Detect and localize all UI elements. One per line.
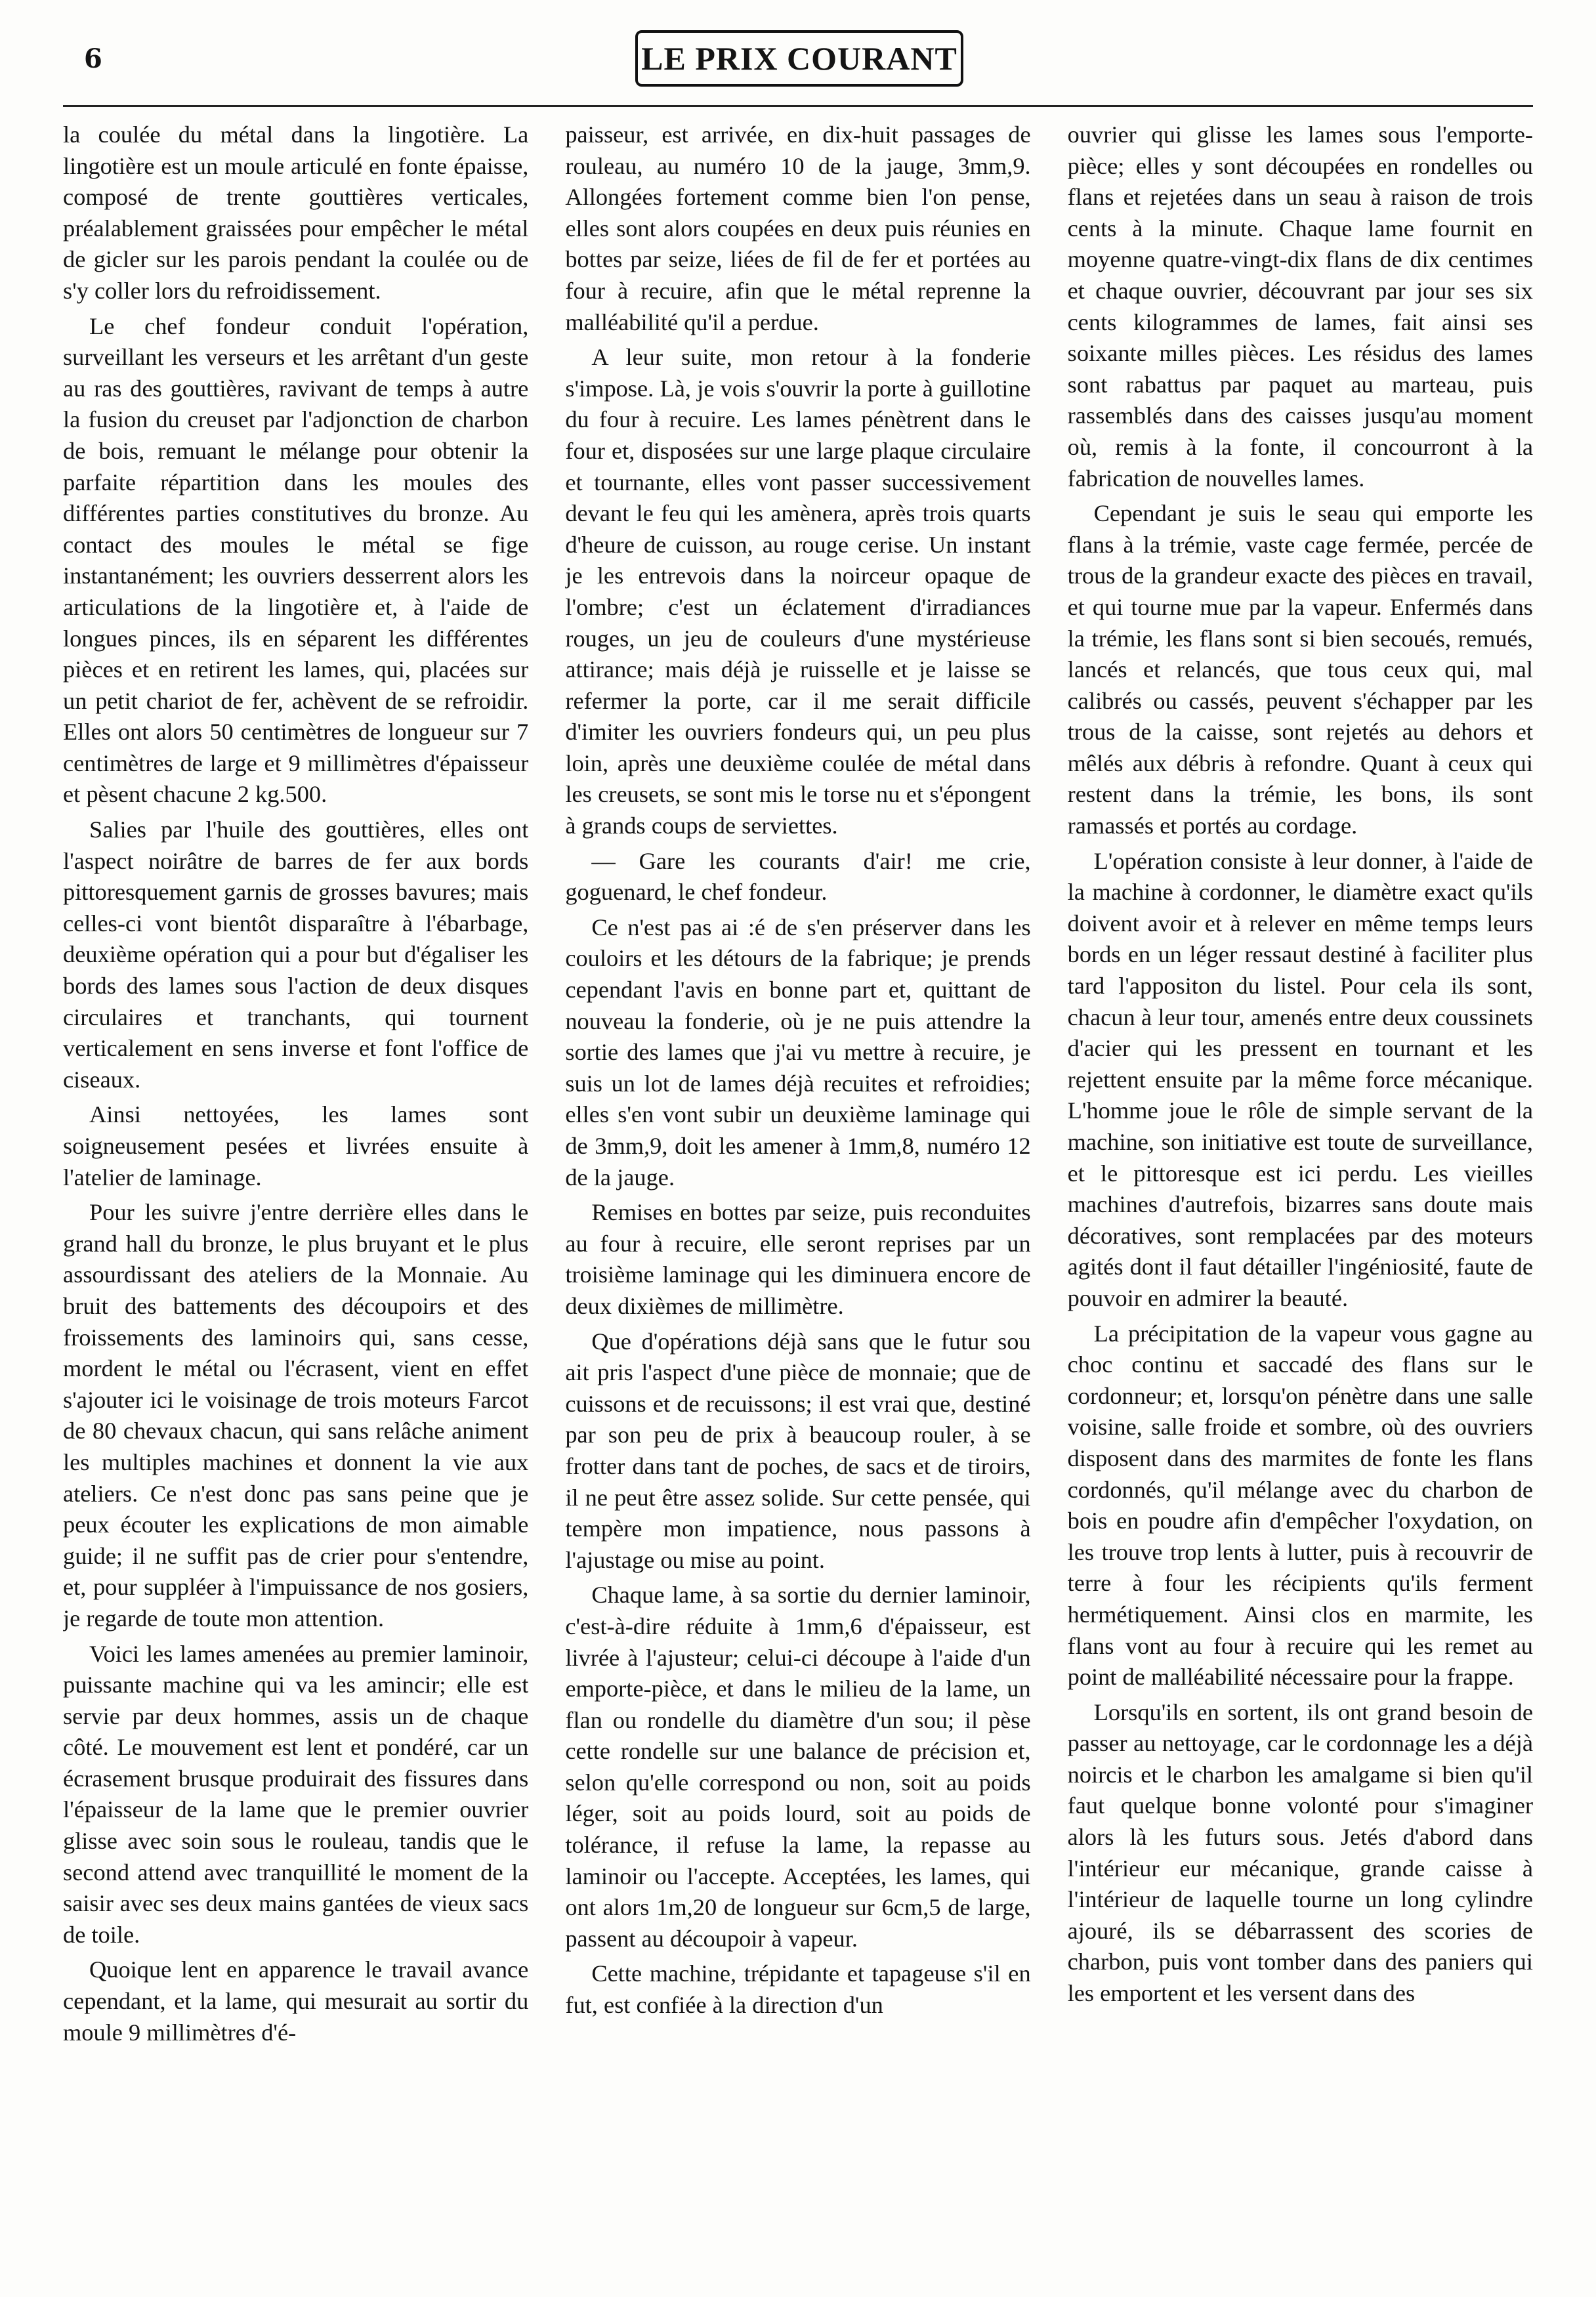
paragraph: Salies par l'huile des gouttières, elles ont l'aspect noirâtre de barres de fer aux bords pittoresquement garnis de grosses bavures; mais celles-ci vont bientôt disparaître à l'ébarbage, deuxième opération qui a pour but d'égaliser les bords des lames sous l'action de deux disques circulaires et tranchants, qui tournent verticalement en sens inverse et font l'office de ciseaux. [63, 816, 529, 1093]
text-column-2 [565, 119, 1030, 2279]
text-column-3 [1068, 119, 1533, 2279]
paragraph: Cette machine, trépidante et tapageuse s'il en fut, est confiée à la direction d'un [565, 1960, 1031, 2019]
paragraph: Le chef fondeur conduit l'opération, surveillant les verseurs et les arrêtant d'un geste au ras des gouttières, ravivant de temps à autre la fusion du creuset par l'adjonction de charbon de bois, remuant le mélange pour obtenir la parfaite répartition dans les moules des différentes parties constitutives du bronze. Au contact des moules le métal se fige instantanément; les ouvriers desserrent alors les articulations de la lingotière et, à l'aide de longues pinces, ils en séparent les différentes pièces et en retirent les lames, qui, placées sur un petit chariot de fer, achèvent de se refroidir. Elles ont alors 50 centimètres de longueur sur 7 centimètres de large et 9 millimètres d'épaisseur et pèsent chacune 2 kg.500. [63, 312, 529, 808]
paragraph: La précipitation de la vapeur vous gagne au choc continu et saccadé des flans sur le cordonneur; et, lorsqu'on pénètre dans une salle voisine, salle froide et sombre, où des ouvriers disposent dans des marmites de fonte les flans cordonnés, qu'il mélange avec du charbon de bois en poudre afin d'empêcher l'oxydation, on les trouve trop lents à lutter, puis à recouvrir de terre à four les récipients qu'ils ferment hermétiquement. Ainsi clos en marmite, les flans vont au four à recuire qui les remet au point de malléabilité nécessaire pour la frappe. [1067, 1320, 1533, 1691]
paragraph: Que d'opérations déjà sans que le futur sou ait pris l'aspect d'une pièce de monnaie; que de cuissons et de recuissons; il est vrai que, destiné par son peu de prix à beaucoup rouler, à se frotter dans tant de poches, de sacs et de tiroirs, il ne peut être assez solide. Sur cette pensée, qui tempère mon impatience, nous passons à l'ajustage ou mise au point. [565, 1328, 1031, 1573]
paragraph: la coulée du métal dans la lingotière. La lingotière est un moule articulé en fonte épaisse, composé de trente gouttières verticales, préalablement graissées pour empêcher le métal de gicler sur les parois pendant la coulée ou de s'y coller lors du refroidissement. [63, 121, 529, 304]
paragraph: Voici les lames amenées au premier laminoir, puissante machine qui va les amincir; elle est servie par deux hommes, assis un de chaque côté. Le mouvement est lent et pondéré, car un écrasement brusque produirait des fissures dans l'épaisseur de la lame que le premier ouvrier glisse avec soin sous le rouleau, tandis que le second attend avec tranquillité le moment de la saisir avec ses deux mains gantées de vieux sacs de toile. [63, 1640, 529, 1948]
header-rule [63, 105, 1533, 107]
paragraph: Chaque lame, à sa sortie du dernier laminoir, c'est-à-dire réduite à 1mm,6 d'épaisseur, est livrée à l'ajusteur; celui-ci découpe à l'aide d'un emporte-pièce, et dans le milieu de la lame, un flan ou rondelle du diamètre d'un sou; il pèse cette rondelle sur une balance de précision et, selon qu'elle correspond ou non, soit au poids léger, soit au poids lourd, soit au poids de tolérance, il refuse la lame, la repasse au laminoir ou l'accepte. Acceptées, les lames, qui ont alors 1m,20 de longueur sur 6cm,5 de large, passent au découpoir à vapeur. [565, 1582, 1031, 1952]
paragraph: Ainsi nettoyées, les lames sont soigneusement pesées et livrées ensuite à l'atelier de laminage. [63, 1101, 529, 1191]
paragraph: Lorsqu'ils en sortent, ils ont grand besoin de passer au nettoyage, car le cordonnage les a déjà noircis et le charbon les amalgame si bien qu'il faut quelque bonne volonté pour s'imaginer alors là les futurs sous. Jetés d'abord dans l'intérieur eur mécanique, grande caisse à l'intérieur de laquelle tourne un long cylindre ajouré, ils se débarrassent des scories de charbon, puis vont tomber dans des paniers qui les emportent et les versent dans des [1067, 1698, 1533, 2007]
paragraph: A leur suite, mon retour à la fonderie s'impose. Là, je vois s'ouvrir la porte à guillotine du four à recuire. Les lames pénètrent dans le four et, disposées sur une large plaque circulaire et tournante, elles vont passer successivement devant le feu qui les amènera, après trois quarts d'heure de cuisson, au rouge cerise. Un instant je les entrevois dans la noirceur opaque de l'ombre; c'est un éclatement d'irradiances rouges, un jeu de couleurs d'une mystérieuse attirance; mais déjà je ruisselle et je laisse se refermer la porte, car il me serait difficile d'imiter les ouvriers fondeurs qui, un peu plus loin, après une deuxième coulée de métal dans les creusets, se sont mis le torse nu et s'épongent à grands coups de serviettes. [565, 344, 1031, 839]
paragraph: Cependant je suis le seau qui emporte les flans à la trémie, vaste cage fermée, percée de trous de la grandeur exacte des pièces en travail, et qui tourne mue par la vapeur. Enfermés dans la trémie, les flans sont si bien secoués, remués, lancés et relancés, que tous ceux qui, mal calibrés ou cassés, peuvent s'échapper par les trous de la caisse, sont rejetés au dehors et mêlés aux débris à refondre. Quant à ceux qui restent dans la trémie, les bons, ils sont ramassés et portés au cordage. [1067, 500, 1533, 839]
paragraph: Remises en bottes par seize, puis reconduites au four à recuire, elle seront reprises par un troisième laminage qui les diminuera encore de deux dixièmes de millimètre. [565, 1199, 1031, 1319]
paragraph: Pour les suivre j'entre derrière elles dans le grand hall du bronze, le plus bruyant et le plus assourdissant des ateliers de la Monnaie. Au bruit des battements des découpoirs et des froissements des laminoirs qui, sans cesse, mordent le métal ou l'écrasent, vient en effet s'ajouter ici le voisinage de trois moteurs Farcot de 80 chevaux chacun, qui sans relâche animent les multiples machines et donnent la vie aux ateliers. Ce n'est donc pas sans peine que je peux écouter les explications de mon aimable guide; il ne suffit pas de crier pour s'entendre, et, pour suppléer à l'impuissance de nos gosiers, je regarde de toute mon attention. [63, 1199, 529, 1632]
paragraph: ouvrier qui glisse les lames sous l'emporte-pièce; elles y sont découpées en rondelles ou flans et rejetées dans un seau à raison de trois cents à la minute. Chaque lame fournit en moyenne quatre-vingt-dix flans de dix centimes et chaque ouvrier, découvrant par jour ses six cents kilogrammes de lames, fait ainsi ses soixante milles pièces. Les résidus des lames sont rabattus par paquet au marteau, puis rassemblés dans des caisses jusqu'au moment où, remis à la fonte, il concourront à la fabrication de nouvelles lames. [1067, 121, 1533, 492]
page-number: 6 [84, 43, 102, 74]
paragraph: L'opération consiste à leur donner, à l'aide de la machine à cordonner, le diamètre exact qu'ils doivent avoir et à relever en même temps leurs bords en un léger ressaut destiné à faciliter plus tard l'appositon du listel. Pour cela ils sont, chacun à leur tour, amenés entre deux coussinets d'acier qui les pressent en tournant et les rejettent ensuite par la même force mécanique. L'homme joue le rôle de simple servant de la machine, son initiative est toute de surveillance, et le pittoresque est ici perdu. Les vieilles machines d'autrefois, bizarres sans doute mais décoratives, sont remplacées par des moteurs agités dont il faut détailler l'ingéniosité, faute de pouvoir en admirer la beauté. [1067, 847, 1533, 1311]
paragraph: — Gare les courants d'air! me crie, goguenard, le chef fondeur. [565, 847, 1031, 906]
paragraph: Ce n'est pas ai :é de s'en préserver dans les couloirs et les détours de la fabrique; je prends cependant l'avis en bonne part et, quittant de nouveau la fonderie, où je ne puis attendre la sortie des lames que j'ai vu mettre à recuire, je suis un lot de lames déjà recuites et refroidies; elles s'en vont subir un deuxième laminage qui de 3mm,9, doit les amener à 1mm,8, numéro 12 de la jauge. [565, 914, 1031, 1191]
paragraph: paisseur, est arrivée, en dix-huit passages de rouleau, au numéro 10 de la jauge, 3mm,9. Allongées fortement comme bien l'on pense, elles sont alors coupées en deux puis réunies en bottes par seize, liées de fil de fer et portées au four à recuire, afin que le métal reprenne la malléabilité qu'il a perdue. [565, 121, 1031, 335]
paragraph: Quoique lent en apparence le travail avance cependant, et la lame, qui mesurait au sortir du moule 9 millimètres d'é- [63, 1956, 529, 2046]
article-body [63, 119, 1533, 2279]
text-column-1 [63, 119, 528, 2279]
masthead-logo: LE PRIX COURANT [635, 30, 963, 87]
